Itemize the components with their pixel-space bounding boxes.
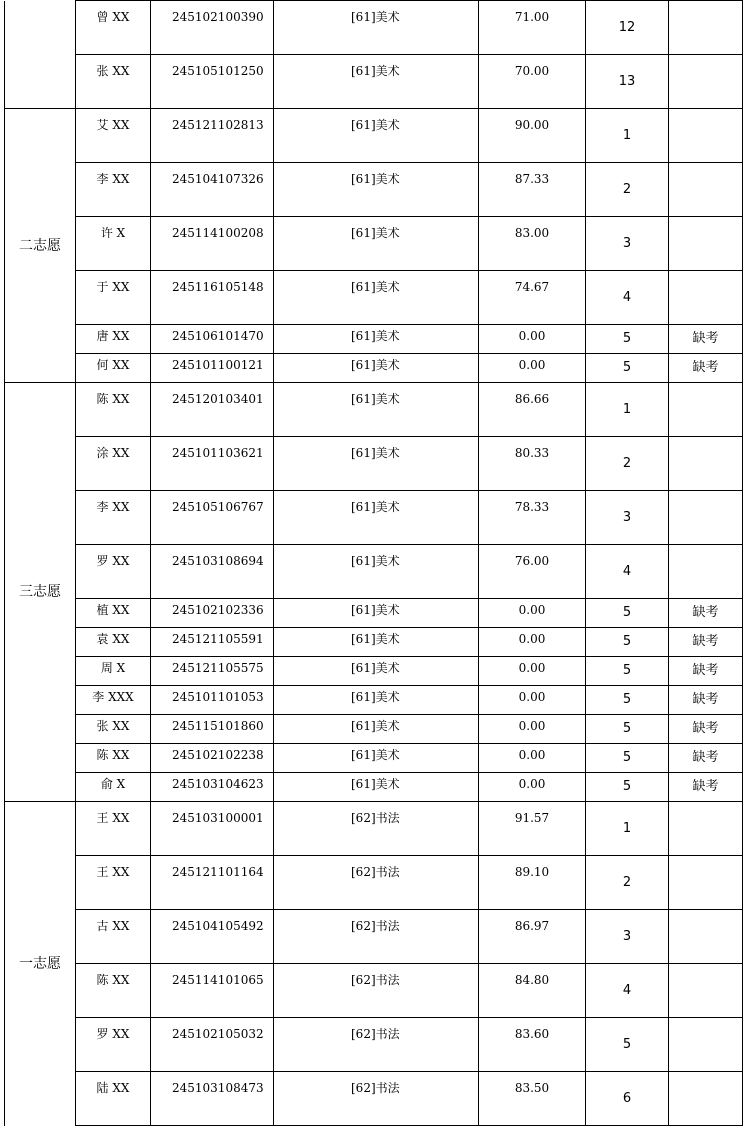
table-row <box>5 964 743 1018</box>
exam-number: 245116105148 <box>151 271 274 325</box>
rank: 3 <box>586 491 669 545</box>
exam-number: 245121101164 <box>151 856 274 910</box>
major: [61]美术 <box>274 325 479 354</box>
rank: 1 <box>586 109 669 163</box>
remark <box>669 1018 743 1072</box>
group-label: 一志愿 <box>5 802 76 1126</box>
rank: 5 <box>586 744 669 773</box>
remark <box>669 163 743 217</box>
rank: 6 <box>586 1072 669 1126</box>
score: 83.50 <box>479 1072 586 1126</box>
rank: 5 <box>586 773 669 802</box>
major: [61]美术 <box>274 55 479 109</box>
student-name: 陈 XX <box>76 744 151 773</box>
student-name: 于 XX <box>76 271 151 325</box>
remark <box>669 1072 743 1126</box>
remark <box>669 109 743 163</box>
table-row <box>5 802 743 856</box>
score: 90.00 <box>479 109 586 163</box>
score: 91.57 <box>479 802 586 856</box>
rank: 4 <box>586 271 669 325</box>
exam-number: 245114101065 <box>151 964 274 1018</box>
remark: 缺考 <box>669 628 743 657</box>
exam-number: 245102102336 <box>151 599 274 628</box>
exam-number: 245103108694 <box>151 545 274 599</box>
student-name: 张 XX <box>76 55 151 109</box>
remark <box>669 271 743 325</box>
major: [61]美术 <box>274 271 479 325</box>
exam-number: 245101101053 <box>151 686 274 715</box>
rank: 2 <box>586 437 669 491</box>
major: [62]书法 <box>274 964 479 1018</box>
exam-number: 245114100208 <box>151 217 274 271</box>
table-row <box>5 599 743 628</box>
table-row <box>5 437 743 491</box>
major: [61]美术 <box>274 599 479 628</box>
remark: 缺考 <box>669 325 743 354</box>
student-name: 俞 X <box>76 773 151 802</box>
score: 0.00 <box>479 354 586 383</box>
student-name: 张 XX <box>76 715 151 744</box>
student-name: 李 XXX <box>76 686 151 715</box>
remark <box>669 964 743 1018</box>
major: [61]美术 <box>274 217 479 271</box>
rank: 5 <box>586 325 669 354</box>
remark <box>669 1 743 55</box>
remark: 缺考 <box>669 773 743 802</box>
rank: 3 <box>586 910 669 964</box>
score: 0.00 <box>479 657 586 686</box>
table-row <box>5 271 743 325</box>
exam-number: 245103104623 <box>151 773 274 802</box>
remark: 缺考 <box>669 657 743 686</box>
score: 0.00 <box>479 715 586 744</box>
exam-number: 245102105032 <box>151 1018 274 1072</box>
major: [61]美术 <box>274 437 479 491</box>
student-name: 周 X <box>76 657 151 686</box>
rank: 5 <box>586 1018 669 1072</box>
score: 83.60 <box>479 1018 586 1072</box>
major: [61]美术 <box>274 1 479 55</box>
major: [62]书法 <box>274 910 479 964</box>
score: 0.00 <box>479 744 586 773</box>
remark: 缺考 <box>669 744 743 773</box>
score: 0.00 <box>479 686 586 715</box>
score-table <box>4 0 743 1126</box>
table-row <box>5 686 743 715</box>
rank: 5 <box>586 599 669 628</box>
major: [61]美术 <box>274 628 479 657</box>
remark <box>669 437 743 491</box>
major: [62]书法 <box>274 802 479 856</box>
remark: 缺考 <box>669 354 743 383</box>
score: 76.00 <box>479 545 586 599</box>
table-row <box>5 491 743 545</box>
exam-number: 245102102238 <box>151 744 274 773</box>
rank: 3 <box>586 217 669 271</box>
major: [61]美术 <box>274 657 479 686</box>
group-label: 三志愿 <box>5 383 76 802</box>
rank: 5 <box>586 715 669 744</box>
student-name: 陈 XX <box>76 964 151 1018</box>
student-name: 陈 XX <box>76 383 151 437</box>
group-cell-continued <box>5 1 76 109</box>
score: 87.33 <box>479 163 586 217</box>
rank: 5 <box>586 657 669 686</box>
rank: 13 <box>586 55 669 109</box>
table-row <box>5 55 743 109</box>
rank: 5 <box>586 686 669 715</box>
group-label: 二志愿 <box>5 109 76 383</box>
exam-number: 245121102813 <box>151 109 274 163</box>
exam-number: 245106101470 <box>151 325 274 354</box>
student-name: 涂 XX <box>76 437 151 491</box>
table-row <box>5 1 743 55</box>
score: 83.00 <box>479 217 586 271</box>
remark <box>669 217 743 271</box>
major: [61]美术 <box>274 491 479 545</box>
student-name: 唐 XX <box>76 325 151 354</box>
student-name: 曾 XX <box>76 1 151 55</box>
major: [61]美术 <box>274 545 479 599</box>
exam-number: 245105106767 <box>151 491 274 545</box>
exam-number: 245121105575 <box>151 657 274 686</box>
exam-number: 245105101250 <box>151 55 274 109</box>
exam-number: 245104107326 <box>151 163 274 217</box>
table-row <box>5 325 743 354</box>
table-row <box>5 1072 743 1126</box>
rank: 2 <box>586 163 669 217</box>
score: 0.00 <box>479 773 586 802</box>
student-name: 罗 XX <box>76 1018 151 1072</box>
major: [62]书法 <box>274 1072 479 1126</box>
exam-number: 245101103621 <box>151 437 274 491</box>
major: [61]美术 <box>274 773 479 802</box>
rank: 1 <box>586 383 669 437</box>
table-row <box>5 910 743 964</box>
score: 84.80 <box>479 964 586 1018</box>
score: 74.67 <box>479 271 586 325</box>
table-row <box>5 628 743 657</box>
score: 86.66 <box>479 383 586 437</box>
rank: 4 <box>586 964 669 1018</box>
student-name: 李 XX <box>76 163 151 217</box>
major: [62]书法 <box>274 1018 479 1072</box>
exam-number: 245115101860 <box>151 715 274 744</box>
remark <box>669 802 743 856</box>
remark <box>669 383 743 437</box>
rank: 5 <box>586 354 669 383</box>
major: [61]美术 <box>274 744 479 773</box>
table-row <box>5 354 743 383</box>
remark <box>669 856 743 910</box>
exam-number: 245103108473 <box>151 1072 274 1126</box>
major: [61]美术 <box>274 715 479 744</box>
remark: 缺考 <box>669 686 743 715</box>
table-row <box>5 856 743 910</box>
table-row <box>5 715 743 744</box>
score: 0.00 <box>479 628 586 657</box>
student-name: 许 X <box>76 217 151 271</box>
remark: 缺考 <box>669 599 743 628</box>
remark: 缺考 <box>669 715 743 744</box>
exam-number: 245120103401 <box>151 383 274 437</box>
score: 86.97 <box>479 910 586 964</box>
rank: 1 <box>586 802 669 856</box>
score: 0.00 <box>479 599 586 628</box>
major: [61]美术 <box>274 354 479 383</box>
table-row <box>5 744 743 773</box>
table-row <box>5 1018 743 1072</box>
exam-number: 245101100121 <box>151 354 274 383</box>
student-name: 古 XX <box>76 910 151 964</box>
rank: 12 <box>586 1 669 55</box>
remark <box>669 910 743 964</box>
remark <box>669 545 743 599</box>
rank: 5 <box>586 628 669 657</box>
student-name: 何 XX <box>76 354 151 383</box>
score: 70.00 <box>479 55 586 109</box>
score: 78.33 <box>479 491 586 545</box>
exam-number: 245102100390 <box>151 1 274 55</box>
table-row <box>5 773 743 802</box>
major: [61]美术 <box>274 163 479 217</box>
major: [61]美术 <box>274 109 479 163</box>
student-name: 艾 XX <box>76 109 151 163</box>
remark <box>669 491 743 545</box>
score: 0.00 <box>479 325 586 354</box>
score: 80.33 <box>479 437 586 491</box>
score: 89.10 <box>479 856 586 910</box>
student-name: 李 XX <box>76 491 151 545</box>
student-name: 植 XX <box>76 599 151 628</box>
table-row <box>5 545 743 599</box>
table-row <box>5 109 743 163</box>
rank: 2 <box>586 856 669 910</box>
table-row <box>5 657 743 686</box>
student-name: 罗 XX <box>76 545 151 599</box>
student-name: 袁 XX <box>76 628 151 657</box>
major: [61]美术 <box>274 686 479 715</box>
remark <box>669 55 743 109</box>
rank: 4 <box>586 545 669 599</box>
table-row <box>5 217 743 271</box>
student-name: 王 XX <box>76 802 151 856</box>
student-name: 王 XX <box>76 856 151 910</box>
table-row <box>5 383 743 437</box>
exam-number: 245121105591 <box>151 628 274 657</box>
table-row <box>5 163 743 217</box>
major: [61]美术 <box>274 383 479 437</box>
exam-number: 245103100001 <box>151 802 274 856</box>
score: 71.00 <box>479 1 586 55</box>
major: [62]书法 <box>274 856 479 910</box>
exam-number: 245104105492 <box>151 910 274 964</box>
student-name: 陆 XX <box>76 1072 151 1126</box>
